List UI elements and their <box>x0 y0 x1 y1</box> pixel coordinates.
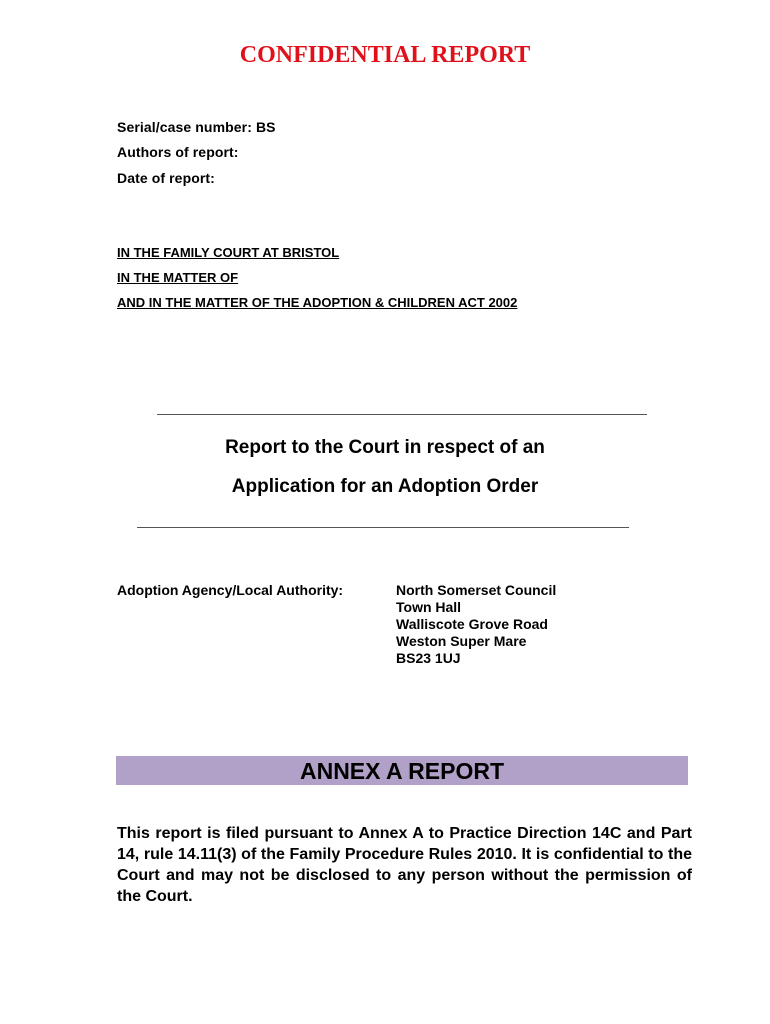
annex-a-title: ANNEX A REPORT <box>299 758 505 784</box>
matter-of-heading: IN THE MATTER OF <box>117 270 239 285</box>
address-line: Town Hall <box>396 599 462 615</box>
report-title-line-1: Report to the Court in respect of an <box>225 437 545 458</box>
agency-label: Adoption Agency/Local Authority: <box>117 582 344 598</box>
top-divider <box>157 414 647 415</box>
authors-of-report: Authors of report: <box>117 144 239 160</box>
annex-a-banner <box>116 756 688 785</box>
address-line: BS23 1UJ <box>396 650 461 666</box>
court-heading: IN THE FAMILY COURT AT BRISTOL <box>117 245 340 260</box>
address-line: North Somerset Council <box>396 582 557 598</box>
report-title-line-2: Application for an Adoption Order <box>231 476 539 497</box>
confidentiality-statement: This report is filed pursuant to Annex A to Practice Direction 14C and Part 14, rule 14.11(3) of the Family Procedure Rules 2010. It is confidential to the Court and may not be disclosed to any person without the permission of the Court. <box>117 825 692 905</box>
date-of-report: Date of report: <box>117 170 215 186</box>
address-line: Walliscote Grove Road <box>396 616 548 632</box>
bottom-divider <box>137 527 629 528</box>
adoption-act-heading: AND IN THE MATTER OF THE ADOPTION & CHILDREN ACT 2002 <box>117 295 518 310</box>
agency-address <box>396 582 556 667</box>
address-line: Weston Super Mare <box>396 633 527 649</box>
serial-case-number: Serial/case number: BS <box>117 119 276 135</box>
confidential-report-title: CONFIDENTIAL REPORT <box>239 42 531 68</box>
